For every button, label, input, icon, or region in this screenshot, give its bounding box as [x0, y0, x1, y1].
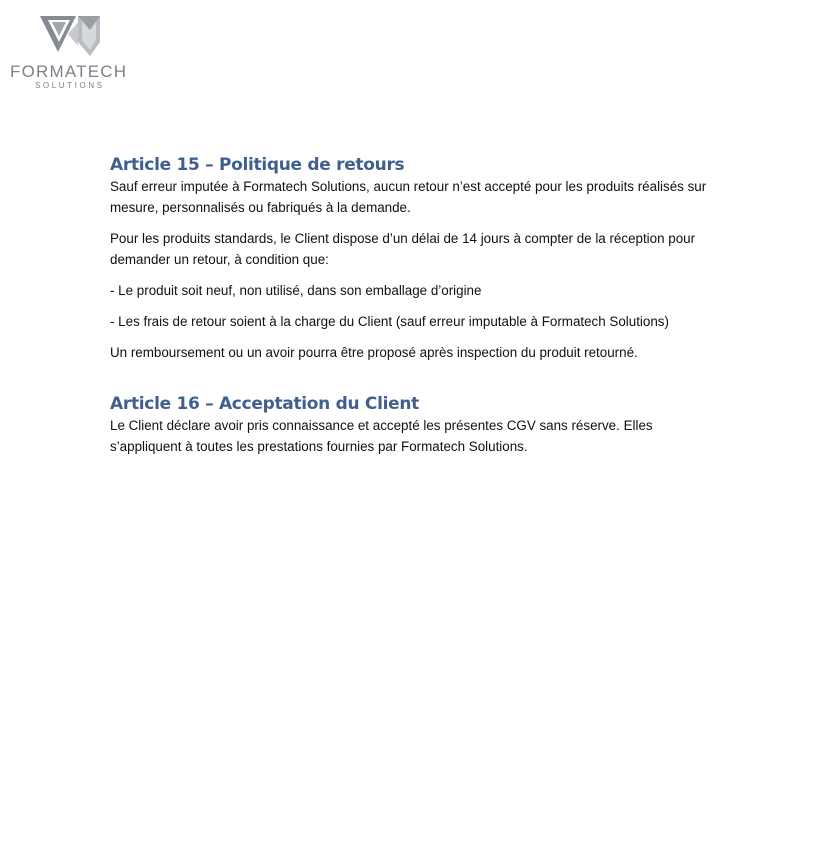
- document-body: [110, 154, 720, 487]
- article-15: [110, 154, 720, 363]
- paragraph: Pour les produits standards, le Client dispose d’un délai de 14 jours à compter de la réception pour demander un retour, à condition que:: [110, 231, 696, 267]
- list-item: - Les frais de retour soient à la charge du Client (sauf erreur imputable à Formatech Solutions): [110, 314, 669, 329]
- logo-name: FORMATECH: [10, 62, 128, 81]
- paragraph: Un remboursement ou un avoir pourra être proposé après inspection du produit retourné.: [110, 345, 638, 360]
- paragraph: Sauf erreur imputée à Formatech Solutions, aucun retour n’est accepté pour les produits réalisés sur mesure, personnalisés ou fabriqués à la demande.: [110, 179, 707, 215]
- article-16: [110, 393, 720, 457]
- article-15-title: Article 15 – Politique de retours: [110, 155, 405, 175]
- logo-subtitle: SOLUTIONS: [35, 81, 105, 90]
- list-item: - Le produit soit neuf, non utilisé, dans son emballage d’origine: [110, 283, 482, 298]
- article-16-title: Article 16 – Acceptation du Client: [110, 394, 419, 414]
- logo-mark-icon: [38, 12, 102, 58]
- company-logo: [10, 12, 134, 92]
- paragraph: Le Client déclare avoir pris connaissance et accepté les présentes CGV sans réserve. Elles s’appliquent à toutes les prestations fournies par Formatech Solutions.: [110, 418, 653, 454]
